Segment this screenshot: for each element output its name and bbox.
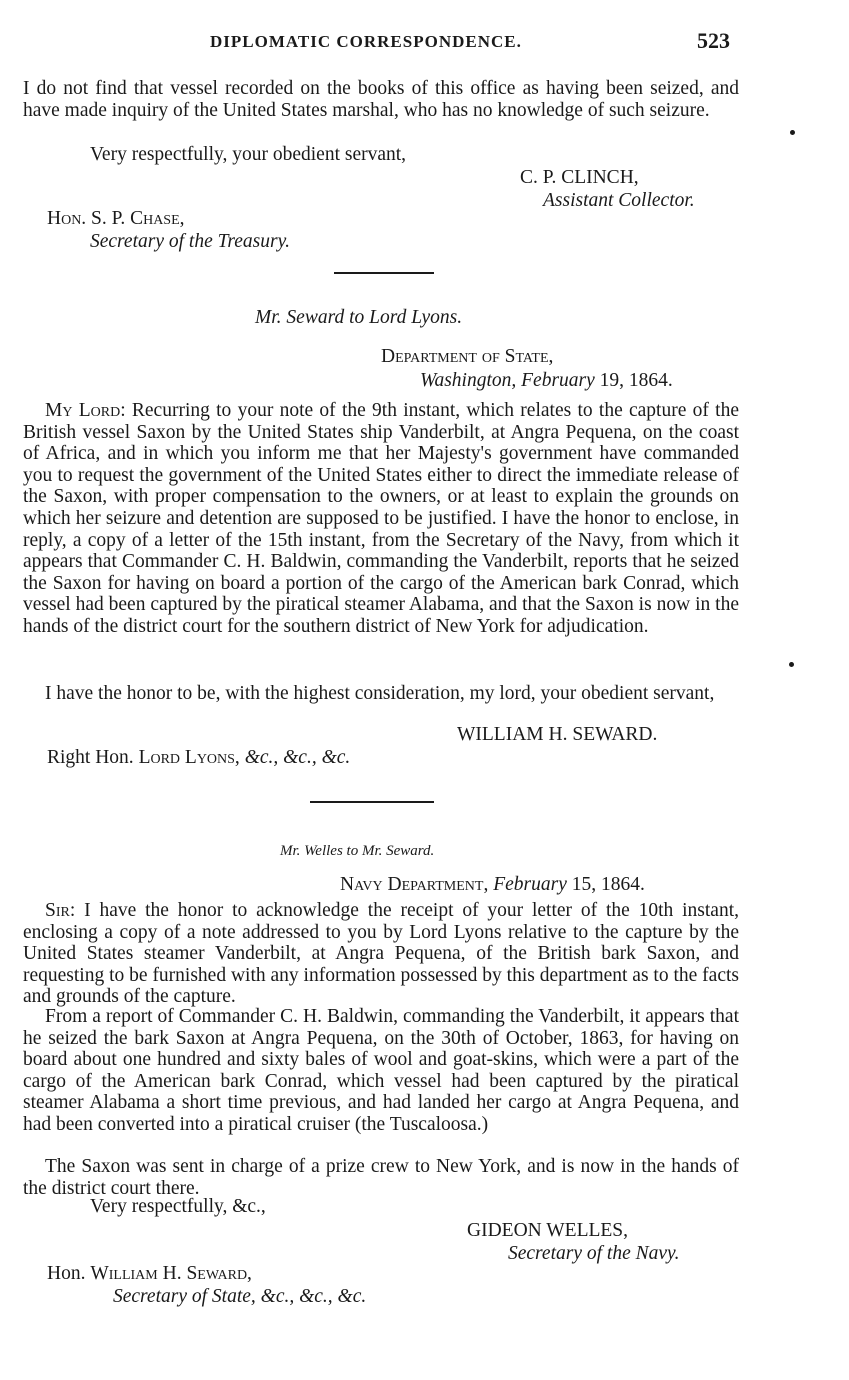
letter2-heading: Mr. Seward to Lord Lyons. — [255, 307, 463, 328]
section-divider — [310, 801, 434, 803]
letter2-closing: I have the honor to be, with the highest consideration, my lord, your obedient servant, — [45, 683, 715, 704]
section-divider — [334, 272, 434, 274]
letter2-addressee-etc: &c., &c., &c. — [244, 747, 351, 768]
letter3-addressee-name: William H. Seward, — [90, 1263, 252, 1284]
letter2-date-place: Washington, February — [420, 370, 595, 391]
letter2-signer: WILLIAM H. SEWARD. — [457, 724, 658, 745]
letter3-body-3: The Saxon was sent in charge of a prize crew to New York, and is now in the hands of the district court there. — [23, 1156, 739, 1199]
letter1-addressee-name: Hon. S. P. Chase, — [47, 208, 185, 229]
letter2-addressee-prefix: Right Hon. — [47, 747, 134, 768]
letter2-addressee — [47, 747, 350, 769]
letter3-salutation: Sir: — [45, 900, 76, 921]
letter3-body-1: I have the honor to acknowledge the receipt of your letter of the 10th instant, enclosing a copy of a note addressed to you by Lord Lyons relative to the capture by the United States steamer Vanderbilt, at Angra Pequena, of the British bark Saxon, and requesting to be furnished with any information possessed by this department as to the facts and grounds of the capture. — [23, 900, 739, 1008]
letter3-closing: Very respectfully, &c., — [90, 1196, 266, 1217]
letter3-body-2: From a report of Commander C. H. Baldwin, commanding the Vanderbilt, it appears that he seized the bark Saxon at Angra Pequena, on the 30th of October, 1863, for having on board about one hundred and sixty bales of wool and goat-skins, which were a part of the cargo of the American bark Conrad, which vessel had been captured by the piratical steamer Alabama a short time previous, and had landed her cargo at Angra Pequena, and had been converted into a piratical cruiser (the Tuscaloosa.) — [23, 1006, 739, 1135]
letter1-closing: Very respectfully, your obedient servant, — [90, 144, 407, 165]
running-header — [0, 28, 849, 56]
running-title: DIPLOMATIC CORRESPONDENCE. — [210, 32, 522, 51]
letter3-addressee — [47, 1263, 252, 1285]
letter3-department: Navy Department, — [340, 874, 489, 895]
letter2-addressee-name: Lord Lyons, — [138, 747, 240, 768]
letter3-heading: Mr. Welles to Mr. Seward. — [280, 843, 435, 859]
letter2-body: Recurring to your note of the 9th instant, which relates to the capture of the British vessel Saxon by the United States ship Vanderbilt, at Angra Pequena, on the coast of Africa, and in which you inform me that her Majesty's government have commanded you to request the government of the United States either to direct the immediate release of the Saxon, with proper compensation to the owners, or at least to explain the grounds on which her seizure and detention are supposed to be justified. I have the honor to enclose, in reply, a copy of a letter of the 15th instant, from the Secretary of the Navy, from which it appears that Commander C. H. Baldwin, commanding the Vanderbilt, reports that he seized the Saxon for having on board a portion of the cargo of the American bark Conrad, which vessel had been captured by the piratical steamer Alabama, and that the Saxon is now in the hands of the district court for the southern district of New York for adjudication. — [23, 400, 739, 637]
letter3-signer-title: Secretary of the Navy. — [508, 1243, 680, 1264]
letter2-dateline — [420, 370, 673, 392]
margin-mark — [789, 662, 794, 667]
letter2-department: Department of State, — [381, 346, 554, 367]
letter3-dateline — [340, 874, 645, 896]
letter1-addressee-title: Secretary of the Treasury. — [90, 231, 291, 252]
letter3-addressee-prefix: Hon. — [47, 1263, 86, 1284]
letter1-signer-title: Assistant Collector. — [543, 190, 695, 211]
letter2-body-paragraph — [23, 400, 739, 638]
letter3-date: 15, 1864. — [571, 874, 645, 895]
letter2-salutation: My Lord: — [45, 400, 126, 421]
letter3-body-paragraph-1 — [23, 900, 739, 1008]
letter3-date-month: February — [493, 874, 567, 895]
letter3-signer-name: GIDEON WELLES, — [467, 1220, 629, 1241]
letter1-body: I do not find that vessel recorded on the books of this office as having been seized, and have made inquiry of the United States marshal, who has no knowledge of such seizure. — [23, 78, 739, 121]
page-number: 523 — [697, 28, 730, 53]
margin-mark — [790, 130, 795, 135]
letter3-addressee-title: Secretary of State, &c., &c., &c. — [113, 1286, 367, 1307]
letter2-date: 19, 1864. — [599, 370, 673, 391]
letter1-signer-name: C. P. CLINCH, — [520, 167, 639, 188]
